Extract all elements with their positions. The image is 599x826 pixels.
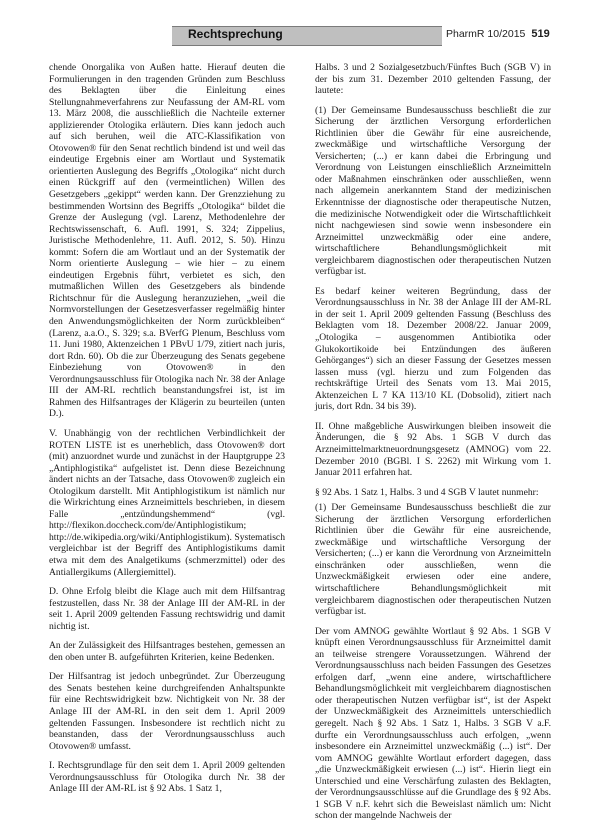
paragraph: Es bedarf keiner weiteren Begründung, dass der Verordnungsausschluss in Nr. 38 der Anlage III der AM-RL in der seit 1. April 2009 geltenden Fassung (Beschluss des Beklagten vom 18. Dezember 2008/22. Januar 2009, „Otologika – ausgenommen Antibiotika oder Glukokortikoide bei Entzündungen des äußeren Gehörganges“) sich an dieser Fassung der Gesetzes messen lassen muss (vgl. hierzu und zum Folgenden das rechtskräftige Urteil des Senats vom 13. Mai 2015, Aktenzeichen L 7 KA 113/10 KL (Dobsolid), zitiert nach juris, dort Rdn. 34 bis 39). — [315, 285, 551, 413]
quotation: (1) Der Gemeinsame Bundesausschuss beschließt die zur Sicherung der ärztlichen Versorgung erforderlichen Richtlinien über die Gewähr für eine ausreichende, zweckmäßige und wirtschaftliche Versorgung der Versicherten; (...) er kann die Verordnung von Arzneimitteln einschränken oder ausschließen, wenn die Unzweckmäßigkeit erwiesen oder eine andere, wirtschaftlichere Behandlungsmöglichkeit mit vergleichbarem diagnostischen oder therapeutischen Nutzen verfügbar ist. — [315, 502, 551, 618]
paragraph: D. Ohne Erfolg bleibt die Klage auch mit dem Hilfsantrag festzustellen, dass Nr. 38 der Anlage III der AM-RL in der seit 1. April 2009 geltenden Fassung rechtswidrig und damit nichtig ist. — [49, 586, 285, 632]
journal-reference — [446, 28, 550, 40]
page-number: 519 — [531, 28, 550, 40]
paragraph: I. Rechtsgrundlage für den seit dem 1. April 2009 geltenden Verordnungsausschluss für Otologika durch Nr. 38 der Anlage III der AM-RL ist § 92 Abs. 1 Satz 1, — [49, 760, 285, 795]
page-header — [0, 26, 599, 46]
paragraph: Der Hilfsantrag ist jedoch unbegründet. Zur Überzeugung des Senats bestehen keine durchgreifenden Anhaltspunkte für eine Rechtswidrigkeit bzw. Nichtigkeit von Nr. 38 der Anlage III der AM-RL in den seit dem 1. April 2009 geltenden Fassungen. Insbesondere ist rechtlich nicht zu beanstanden, dass der Verordnungsausschluss auch Otovowen® umfasst. — [49, 671, 285, 752]
journal-name: PharmR 10/2015 — [446, 28, 526, 40]
paragraph: chende Onorgalika von Außen hatte. Hierauf deuten die Formulierungen in den tragenden Gründen zum Beschluss des Beklagten über die Einleitung eines Stellungnahmeverfahrens zur Neufassung der AM-RL vom 13. März 2008, die ausschließlich die Nachteile externer applizierender Otologika erläutern. Dies kann jedoch auch auf sich beruhen, weil die ATC-Klassifikation von Otovowen® für den Senat rechtlich bindend ist und weil das eindeutige Ergebnis einer am Wortlaut und Systematik orientierten Auslegung des Begriffs „Otologika“ nicht durch einen Rückgriff auf den (vermeintlichen) Willen des Gesetzgebers „gekippt“ werden kann. Der Grenzziehung zu bestimmenden Wortsinn des Begriffs „Otologika“ bildet die Grenze der Auslegung (vgl. Larenz, Methodenlehre der Rechtswissenschaft, 6. Aufl. 1991, S. 324; Zippelius, Juristische Methodenlehre, 11. Aufl. 2012, S. 50). Hinzu kommt: Sofern die am Wortlaut und an der Systematik der Norm orientierte Auslegung – wie hier – zu einem eindeutigen Ergebnis führt, verbietet es sich, den mutmaßlichen Willen des Gesetzgebers als bindende Richtschnur für die Auslegung heranzuziehen, „weil die Normvorstellungen der Gesetzesverfasser regelmäßig hinter den Anwendungsmöglichkeiten der Norm zurückbleiben“ (Larenz, a.a.O., S. 329; s.a. BVerfG Plenum, Beschluss vom 11. Juni 1980, Aktenzeichen 1 PBvU 1/79, zitiert nach juris, dort Rdn. 60). Ob die zur Überzeugung des Senats gegebene Einbeziehung von Otovowen® in den Verordnungsausschluss für Otologika nach Nr. 38 der Anlage III der AM-RL rechtlich beanstandungsfrei ist, ist im Rahmen des Hilfsantrages der Klägerin zu beurteilen (unten D.). — [49, 62, 285, 420]
paragraph: An der Zulässigkeit des Hilfsantrages bestehen, gemessen an den oben unter B. aufgeführten Kriterien, keine Bedenken. — [49, 640, 285, 663]
section-title: Rechtsprechung — [188, 27, 283, 41]
left-column — [49, 62, 285, 799]
paragraph: Halbs. 3 und 2 Sozialgesetzbuch/Fünftes Buch (SGB V) in der bis zum 31. Dezember 2010 geltenden Fassung, der lautete: — [315, 62, 551, 97]
quotation: (1) Der Gemeinsame Bundesausschuss beschließt die zur Sicherung der ärztlichen Versorgung erforderlichen Richtlinien über die Gewähr für eine ausreichende, zweckmäßige und wirtschaftliche Versorgung der Versicherten; (...) er kann dabei die Erbringung und Verordnung von Leistungen einschließlich Arzneimitteln oder Maßnahmen einschränken oder ausschließen, wenn nach allgemein anerkanntem Stand der medizinischen Erkenntnisse der diagnostische oder therapeutische Nutzen, die medizinische Notwendigkeit oder die Wirtschaftlichkeit nicht nachgewiesen sind sowie wenn insbesondere ein Arzneimittel unzweckmäßig oder eine andere, wirtschaftlichere Behandlungsmöglichkeit mit vergleichbarem diagnostischen oder therapeutischen Nutzen verfügbar ist. — [315, 104, 551, 278]
paragraph: V. Unabhängig von der rechtlichen Verbindlichkeit der ROTEN LISTE ist es unerheblich, dass Otovowen® dort (mit) anzuordnet wurde und zunächst in der Hauptgruppe 23 „Antiphlogistika“ aufgelistet ist. Denn diese Bezeichnung ändert nichts an der Tatsache, dass Otovowen® zugleich ein Otologikum darstellt. Mit Antiphlogistikum ist nämlich nur die Wirkrichtung eines Arzneimittels beschrieben, in diesem Falle „entzündungshemmend“ (vgl. http://flexikon.doccheck.com/de/Antiphlogistikum; http://de.wikipedia.org/wiki/Antiphlogistikum). Systematisch vergleichbar ist der Begriff des Antiphlogistikums damit etwa mit dem des Analgetikums (schmerzmittel) oder des Antiallergikums (Allergiemittel). — [49, 427, 285, 578]
right-column — [315, 62, 551, 826]
paragraph: § 92 Abs. 1 Satz 1, Halbs. 3 und 4 SGB V lautet nunmehr: — [315, 486, 539, 498]
paragraph: II. Ohne maßgebliche Auswirkungen bleiben insoweit die Änderungen, die § 92 Abs. 1 SGB V durch das Arzneimittelmarktneuordnungsgesetz (AMNOG) vom 22. Dezember 2010 (BGBl. I S. 2262) mit Wirkung vom 1. Januar 2011 erfahren hat. — [315, 420, 551, 479]
paragraph: Der vom AMNOG gewählte Wortlaut § 92 Abs. 1 SGB V knüpft einen Verordnungsausschluss für Arzneimittel damit an teilweise strengere Voraussetzungen. Während der Verordnungsausschluss nach beiden Fassungen des Gesetzes erfolgen darf, „wenn eine andere, wirtschaftlichere Behandlungsmöglichkeit mit vergleichbarem diagnostischen oder therapeutischen Nutzen verfügbar ist“, ist der Aspekt der Unzweckmäßigkeit des Arzneimittels unterschiedlich geregelt. Nach § 92 Abs. 1 Satz 1, Halbs. 3 SGB V a.F. durfte ein Verordnungsausschluss auch erfolgen, „wenn insbesondere ein Arzneimittel unzweckmäßig (...) ist“. Der vom AMNOG gewählte Wortlaut erfordert dagegen, dass „die Unzweckmäßigkeit erwiesen (...) ist“. Hierin liegt ein Unterschied und eine Verschärfung zulasten des Beklagten, der Verordnungsausschlüsse auf die Grundlage des § 92 Abs. 1 SGB V n.F. kehrt sich die Beweislast nämlich um: Nicht schon der mangelnde Nachweis der — [315, 625, 551, 822]
